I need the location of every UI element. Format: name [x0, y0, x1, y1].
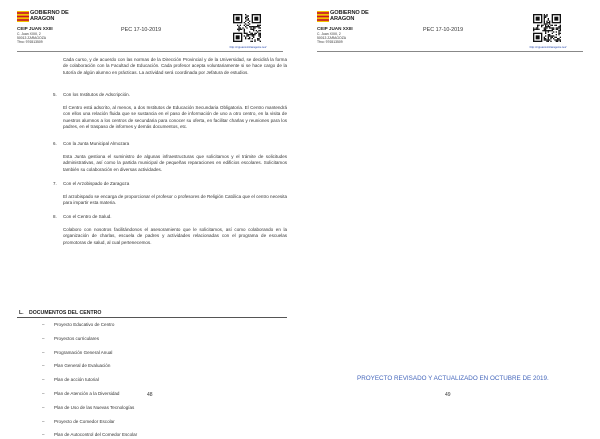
header-divider [17, 51, 283, 52]
page-number: 48 [147, 392, 153, 398]
school-name: CEIP JUAN XXIII [317, 26, 353, 31]
item-body: Esta Junta gestiona el suministro de algunas infraestructuras que solicitamos y el trámite de solicitudes administrativas, así como la partida municipal de pequeñas reparaciones en edificios escolares. Solicitamos también su colaboración en diversas actividades. [63, 154, 287, 172]
list-bullet: – [42, 349, 45, 355]
school-city: 50013 ZARAGOZA [17, 35, 47, 40]
list-bullet: – [42, 335, 45, 341]
list-bullet: – [42, 377, 45, 383]
section-title: DOCUMENTOS DEL CENTRO [29, 310, 102, 316]
page-48 [0, 0, 300, 438]
item-number: 8. [53, 214, 57, 219]
document-name: Plan de Uso de las Nuevas Tecnologías [54, 404, 135, 410]
school-phone: Tfno: 976513509 [17, 39, 43, 44]
item-body: El arzobispado se encarga de proporcionar el profesor o profesores de Religión Católica que el centro necesita para impartir esta materia. [63, 194, 287, 206]
list-bullet: – [42, 363, 45, 369]
school-name: CEIP JUAN XXIII [17, 26, 53, 31]
item-number: 6. [53, 141, 57, 146]
document-name: Plan de Atención a la Diversidad [54, 391, 120, 396]
list-bullet: – [42, 322, 45, 327]
school-address: C. Juan XXIII, 2 [317, 31, 341, 36]
item-body: Colaboro con nosotros facilitándonos el asesoramiento que le solicitamos, así como colaborando en la organización de charlas, escuela de padres y actividades relacionadas con el programa de escuelas promotoras de salud, al cual pertenecemos. [63, 227, 287, 245]
item-number: 5. [53, 92, 57, 97]
school-info-block [17, 26, 77, 44]
school-address: C. Juan XXIII, 2 [17, 31, 41, 36]
revision-note: PROYECTO REVISADO Y ACTUALIZADO EN OCTUBRE DE 2019. [357, 375, 549, 382]
intro-paragraph: Cada curso, y de acuerdo con las normas de la Dirección Provincial y de la Universidad, se decidirá la forma de colaboración con la Facultad de Educación. Cada profesor acepta voluntariamente si se hace cargo de la tutoría de algún alumno en prácticas. La actividad será coordinada por Jefatura de estudios. [63, 57, 287, 75]
item-title: Con los Institutos de Adscripción. [63, 92, 130, 97]
item-number: 7. [53, 181, 57, 186]
page-49 [300, 0, 600, 424]
document-name: Proyectos curriculares [54, 335, 99, 341]
qr-url-link[interactable]: http://cpjuanxxiiizaragoza.net/ [229, 45, 267, 49]
item-title: Con el Arzobispado de Zaragoza [63, 181, 130, 186]
section-letter: L. [19, 310, 24, 316]
page-number: 49 [445, 392, 451, 398]
document-name: Programación General Anual [54, 349, 113, 355]
list-bullet: – [42, 418, 45, 424]
qr-code-icon[interactable] [533, 14, 561, 42]
logo-text: GOBIERNO DE ARAGON [330, 10, 369, 22]
item-body: El Centro está adscrito, al menos, a dos Institutos de Educación Secundaria Obligatoria. El Centro mantendrá con ellos una relación fluida que se sustancia en el paso de información de uno a otro centro, en la visita de nuestros alumnos a los centros de secundaria para conocer su oferta, en facilitar charlas y reuniones para los padres, en el traspaso de informes y demás documentos, etc. [63, 105, 287, 130]
list-bullet: – [42, 432, 45, 438]
aragon-flag-icon [17, 11, 29, 22]
school-phone: Tfno: 976513509 [317, 39, 343, 44]
school-city: 50013 ZARAGOZA [317, 35, 347, 40]
item-title: Con el Centro de Salud. [63, 214, 112, 219]
pec-date: PEC 17-10-2019 [121, 27, 162, 33]
aragon-flag-icon [317, 11, 329, 22]
document-name: Plan de Autocontrol del Comedor Escolar [54, 432, 138, 438]
qr-code-icon[interactable] [233, 14, 261, 42]
document-name: Plan General de Evaluación [54, 363, 111, 369]
document-name: Proyecto Educativo de Centro [54, 322, 115, 327]
pec-date: PEC 17-10-2019 [423, 27, 464, 33]
document-name: Plan de acción tutorial [54, 377, 99, 383]
list-bullet: – [42, 404, 45, 410]
section-heading [17, 310, 287, 318]
logo-text: GOBIERNO DE ARAGON [30, 10, 69, 22]
list-bullet: – [42, 391, 45, 396]
document-name: Proyecto de Comedor Escolar [54, 418, 115, 424]
government-logo [317, 10, 377, 24]
item-title: Con la Junta Municipal Almozara [63, 141, 130, 146]
school-info-block [317, 26, 377, 44]
header-divider [317, 51, 583, 52]
government-logo [17, 10, 77, 24]
qr-url-link[interactable]: http://cpjuanxxiiizaragoza.net/ [529, 45, 567, 49]
